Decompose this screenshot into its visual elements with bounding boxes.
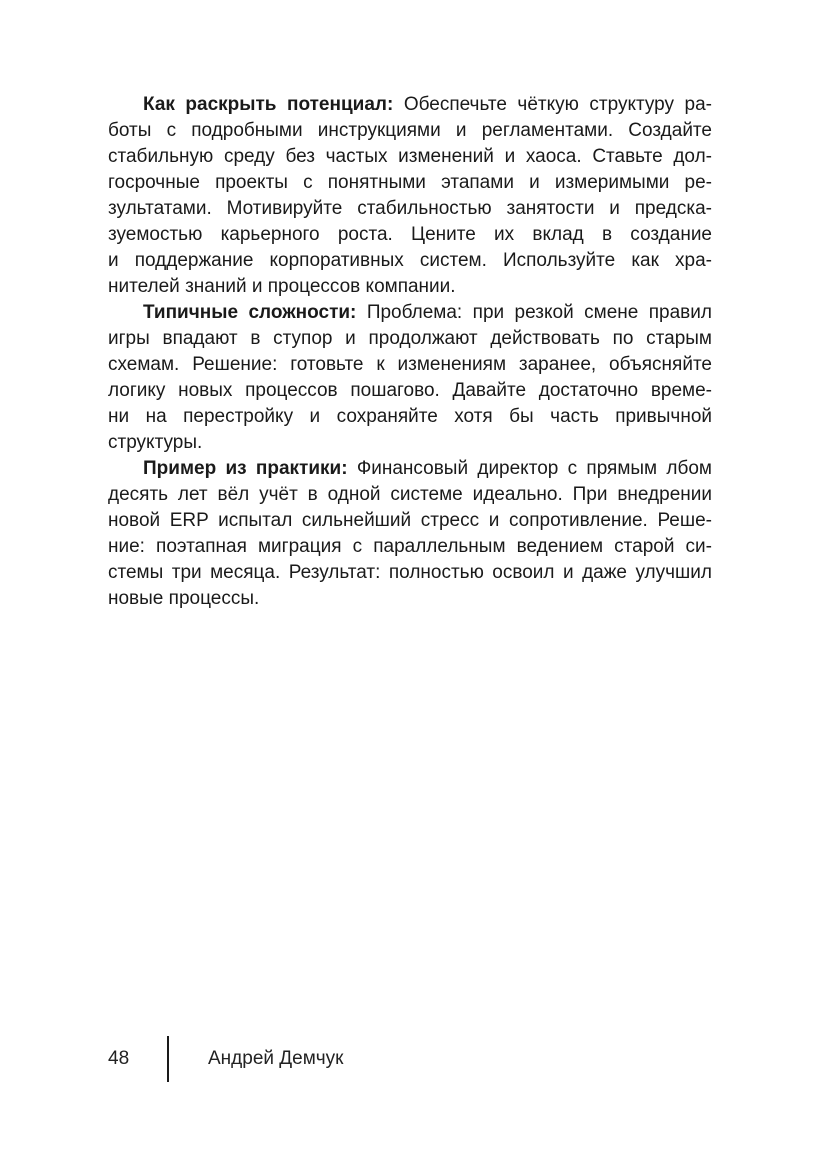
text-line: новой ERP испытал сильнейший стресс и сопротивление. Реше- (108, 510, 712, 531)
paragraph-lead-bold: Как раскрыть потенциал: (143, 94, 394, 115)
page-number: 48 (108, 1048, 130, 1069)
text-line: зуемостью карьерного роста. Цените их вклад в создание (108, 224, 712, 245)
footer-divider (167, 1036, 169, 1082)
paragraph-lead-bold: Типичные сложности: (143, 302, 357, 323)
paragraph (108, 92, 712, 300)
text-line: зультатами. Мотивируйте стабильностью занятости и предска- (108, 198, 712, 219)
page-text (108, 92, 712, 612)
text-line: стабильную среду без частых изменений и хаоса. Ставьте дол- (108, 146, 712, 167)
footer-author: Андрей Демчук (208, 1048, 344, 1069)
paragraph (108, 456, 712, 612)
text-line: схемам. Решение: готовьте к изменениям заранее, объясняйте (108, 354, 712, 375)
text-line: госрочные проекты с понятными этапами и измеримыми ре- (108, 172, 712, 193)
text-line: ни на перестройку и сохраняйте хотя бы часть привычной (108, 406, 712, 427)
page-footer (0, 1036, 822, 1082)
text-line: структуры. (108, 432, 203, 453)
text-line: нителей знаний и процессов компании. (108, 276, 456, 297)
text-line: Типичные сложности: Проблема: при резкой смене правил (143, 302, 712, 323)
text-line: и поддержание корпоративных систем. Используйте как хра- (108, 250, 712, 271)
text-line: логику новых процессов пошагово. Давайте достаточно време- (108, 380, 712, 401)
text-line: Пример из практики: Финансовый директор с прямым лбом (143, 458, 712, 479)
text-line: боты с подробными инструкциями и регламентами. Создайте (108, 120, 712, 141)
paragraph-lead-bold: Пример из практики: (143, 458, 348, 479)
paragraph (108, 300, 712, 456)
text-line: игры впадают в ступор и продолжают действовать по старым (108, 328, 712, 349)
text-line: Как раскрыть потенциал: Обеспечьте чёткую структуру ра- (143, 94, 713, 115)
text-line: десять лет вёл учёт в одной системе идеально. При внедрении (108, 484, 712, 505)
text-line: новые процессы. (108, 588, 260, 609)
text-line: ние: поэтапная миграция с параллельным ведением старой си- (108, 536, 712, 557)
text-line: стемы три месяца. Результат: полностью освоил и даже улучшил (108, 562, 712, 583)
